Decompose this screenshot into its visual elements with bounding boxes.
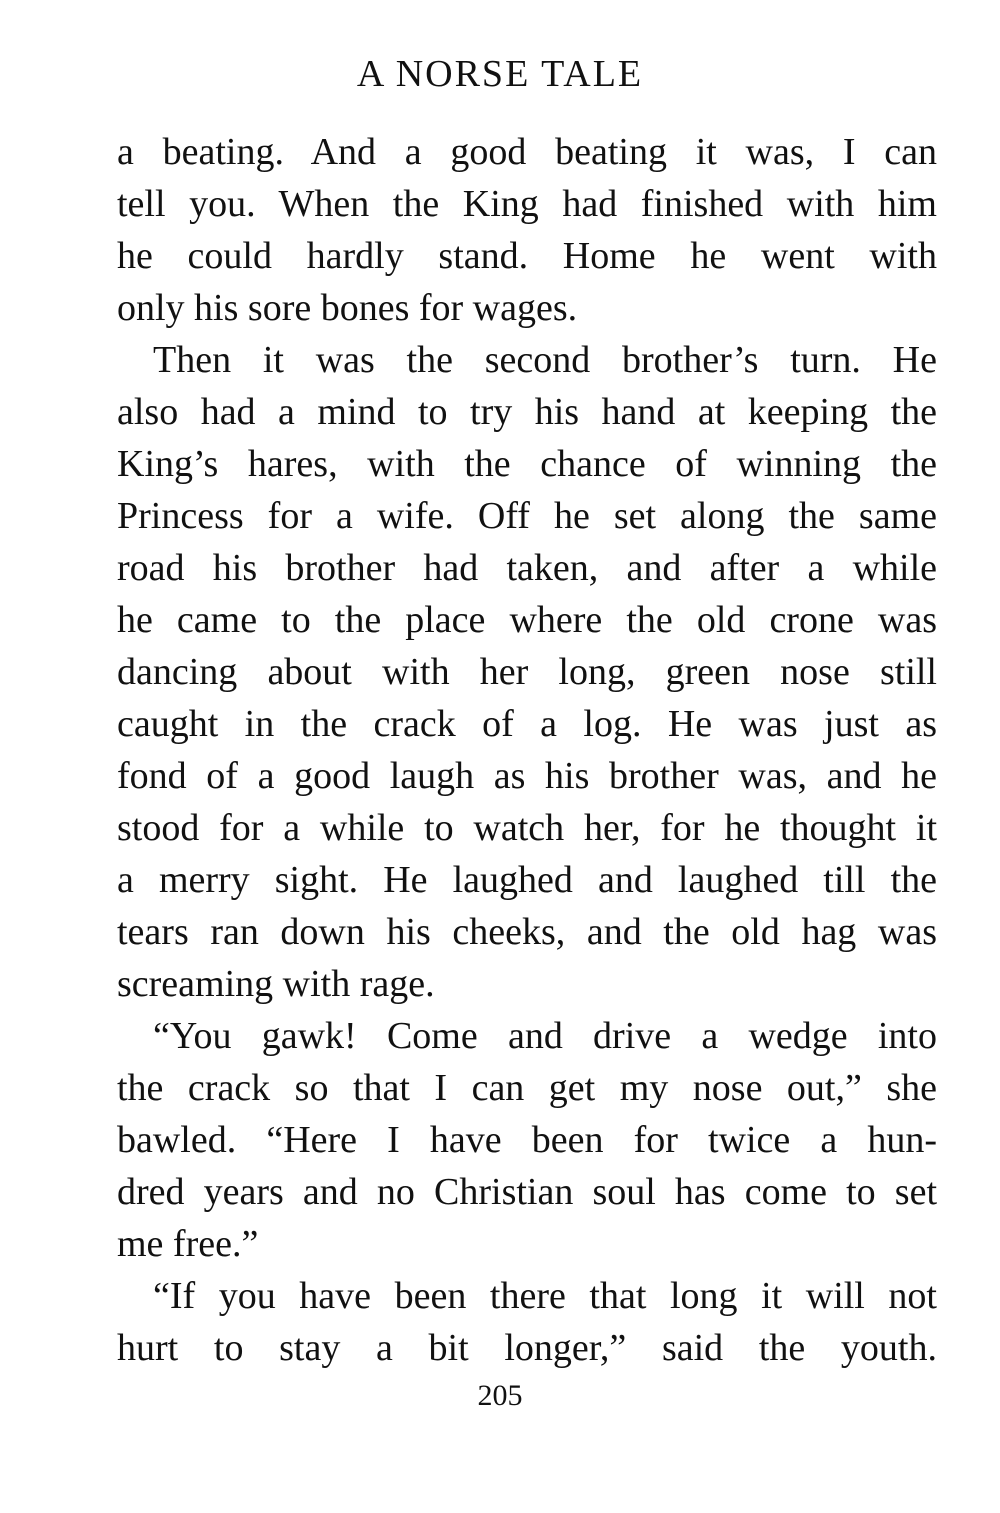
text-line: only his sore bones for wages. [117, 287, 578, 329]
text-line: he came to the place where the old crone was [117, 599, 937, 641]
text-line: road his brother had taken, and after a while [117, 547, 937, 589]
text-line: the crack so that I can get my nose out,” she [117, 1067, 937, 1109]
text-line: dancing about with her long, green nose still [117, 651, 937, 693]
text-line: screaming with rage. [117, 963, 435, 1005]
text-line: tears ran down his cheeks, and the old hag was [117, 911, 937, 953]
text-line: hurt to stay a bit longer,” said the youth. [117, 1327, 937, 1369]
text-line: King’s hares, with the chance of winning the [117, 443, 937, 485]
body-text [117, 126, 937, 1374]
text-line: Princess for a wife. Off he set along the same [117, 495, 937, 537]
text-line: “You gawk! Come and drive a wedge into [153, 1015, 937, 1057]
text-line: he could hardly stand. Home he went with [117, 235, 937, 277]
text-line: “If you have been there that long it will not [153, 1275, 937, 1317]
text-line: Then it was the second brother’s turn. He [153, 339, 937, 381]
text-line: also had a mind to try his hand at keeping the [117, 391, 937, 433]
text-line: a merry sight. He laughed and laughed till the [117, 859, 937, 901]
text-line: caught in the crack of a log. He was just as [117, 703, 937, 745]
text-line: fond of a good laugh as his brother was, and he [117, 755, 937, 797]
text-line: me free.” [117, 1223, 259, 1265]
text-line: tell you. When the King had finished with him [117, 183, 937, 225]
text-line: a beating. And a good beating it was, I can [117, 131, 937, 173]
running-head: A NORSE TALE [356, 53, 644, 95]
page-number: 205 [477, 1379, 523, 1412]
text-line: dred years and no Christian soul has come to set [117, 1171, 937, 1213]
text-line: stood for a while to watch her, for he thought it [117, 807, 937, 849]
text-line: bawled. “Here I have been for twice a hun- [117, 1119, 937, 1161]
